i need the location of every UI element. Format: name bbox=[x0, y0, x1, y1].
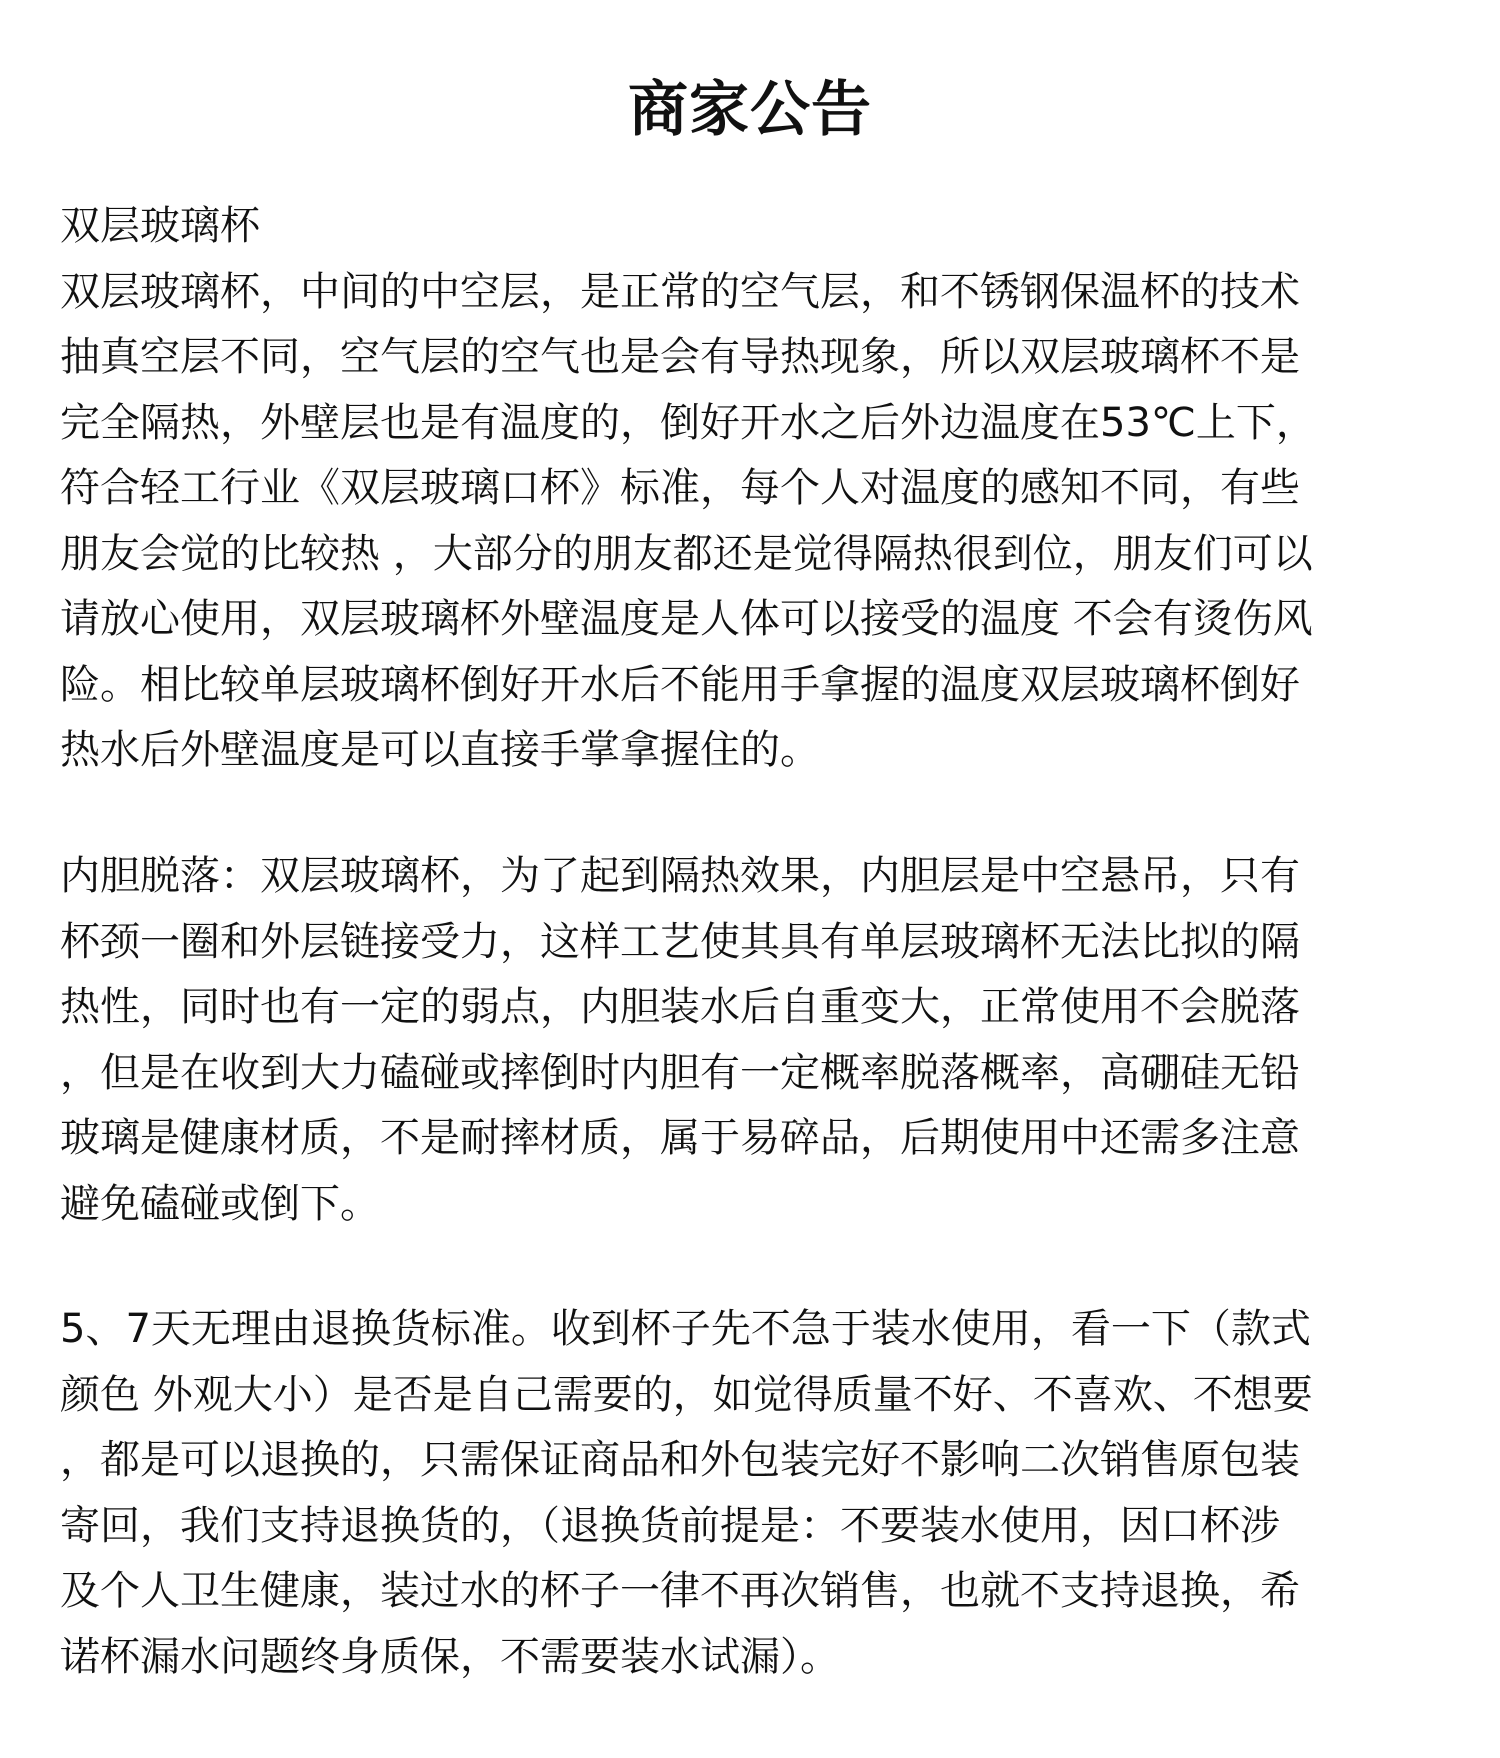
paragraph-line: 5、7天无理由退换货标准。收到杯子先不急于装水使用，看一下（款式 bbox=[60, 1306, 1311, 1352]
paragraph-line: 热性，同时也有一定的弱点，内胆装水后自重变大，正常使用不会脱落 bbox=[60, 984, 1300, 1030]
paragraph-line: 避免磕碰或倒下。 bbox=[60, 1180, 380, 1227]
paragraph-line: 请放心使用，双层玻璃杯外壁温度是人体可以接受的温度 不会有烫伤风 bbox=[60, 596, 1313, 642]
paragraph-line: 寄回，我们支持退换货的，（退换货前提是：不要装水使用，因口杯涉 bbox=[60, 1502, 1280, 1549]
paragraph-line: 热水后外壁温度是可以直接手掌拿握住的。 bbox=[60, 727, 820, 773]
notice-section-inner-liner bbox=[60, 844, 1440, 1237]
paragraph-line: ，但是在收到大力磕碰或摔倒时内胆有一定概率脱落概率，高硼硅无铅 bbox=[60, 1049, 1300, 1096]
paragraph-line: 符合轻工行业《双层玻璃口杯》标准，每个人对温度的感知不同，有些 bbox=[60, 465, 1300, 511]
paragraph-line: 内胆脱落：双层玻璃杯，为了起到隔热效果，内胆层是中空悬吊，只有 bbox=[60, 853, 1300, 899]
section-heading: 双层玻璃杯 bbox=[60, 203, 260, 249]
paragraph-line: 颜色 外观大小）是否是自己需要的，如觉得质量不好、不喜欢、不想要 bbox=[60, 1371, 1313, 1418]
paragraph-line: 双层玻璃杯，中间的中空层，是正常的空气层，和不锈钢保温杯的技术 bbox=[60, 268, 1300, 315]
paragraph-line: 完全隔热，外壁层也是有温度的，倒好开水之后外边温度在53℃上下， bbox=[60, 399, 1316, 446]
paragraph-line: 诺杯漏水问题终身质保，不需要装水试漏）。 bbox=[60, 1633, 840, 1680]
paragraph-line: 玻璃是健康材质，不是耐摔材质，属于易碎品，后期使用中还需多注意 bbox=[60, 1115, 1300, 1161]
page-title: 商家公告 bbox=[628, 75, 872, 145]
paragraph-line: ，都是可以退换的，只需保证商品和外包装完好不影响二次销售原包装 bbox=[60, 1437, 1300, 1483]
notice-section-double-layer-glass bbox=[60, 194, 1440, 784]
paragraph-line: 杯颈一圈和外层链接受力，这样工艺使其具有单层玻璃杯无法比拟的隔 bbox=[60, 918, 1300, 965]
paragraph-line: 险。相比较单层玻璃杯倒好开水后不能用手拿握的温度双层玻璃杯倒好 bbox=[60, 661, 1300, 708]
paragraph-line: 朋友会觉的比较热 ，大部分的朋友都还是觉得隔热很到位，朋友们可以 bbox=[60, 530, 1313, 577]
paragraph-line: 及个人卫生健康，装过水的杯子一律不再次销售，也就不支持退换，希 bbox=[60, 1568, 1300, 1614]
paragraph-line: 抽真空层不同，空气层的空气也是会有导热现象，所以双层玻璃杯不是 bbox=[60, 334, 1300, 380]
notice-section-return-policy bbox=[60, 1297, 1440, 1690]
